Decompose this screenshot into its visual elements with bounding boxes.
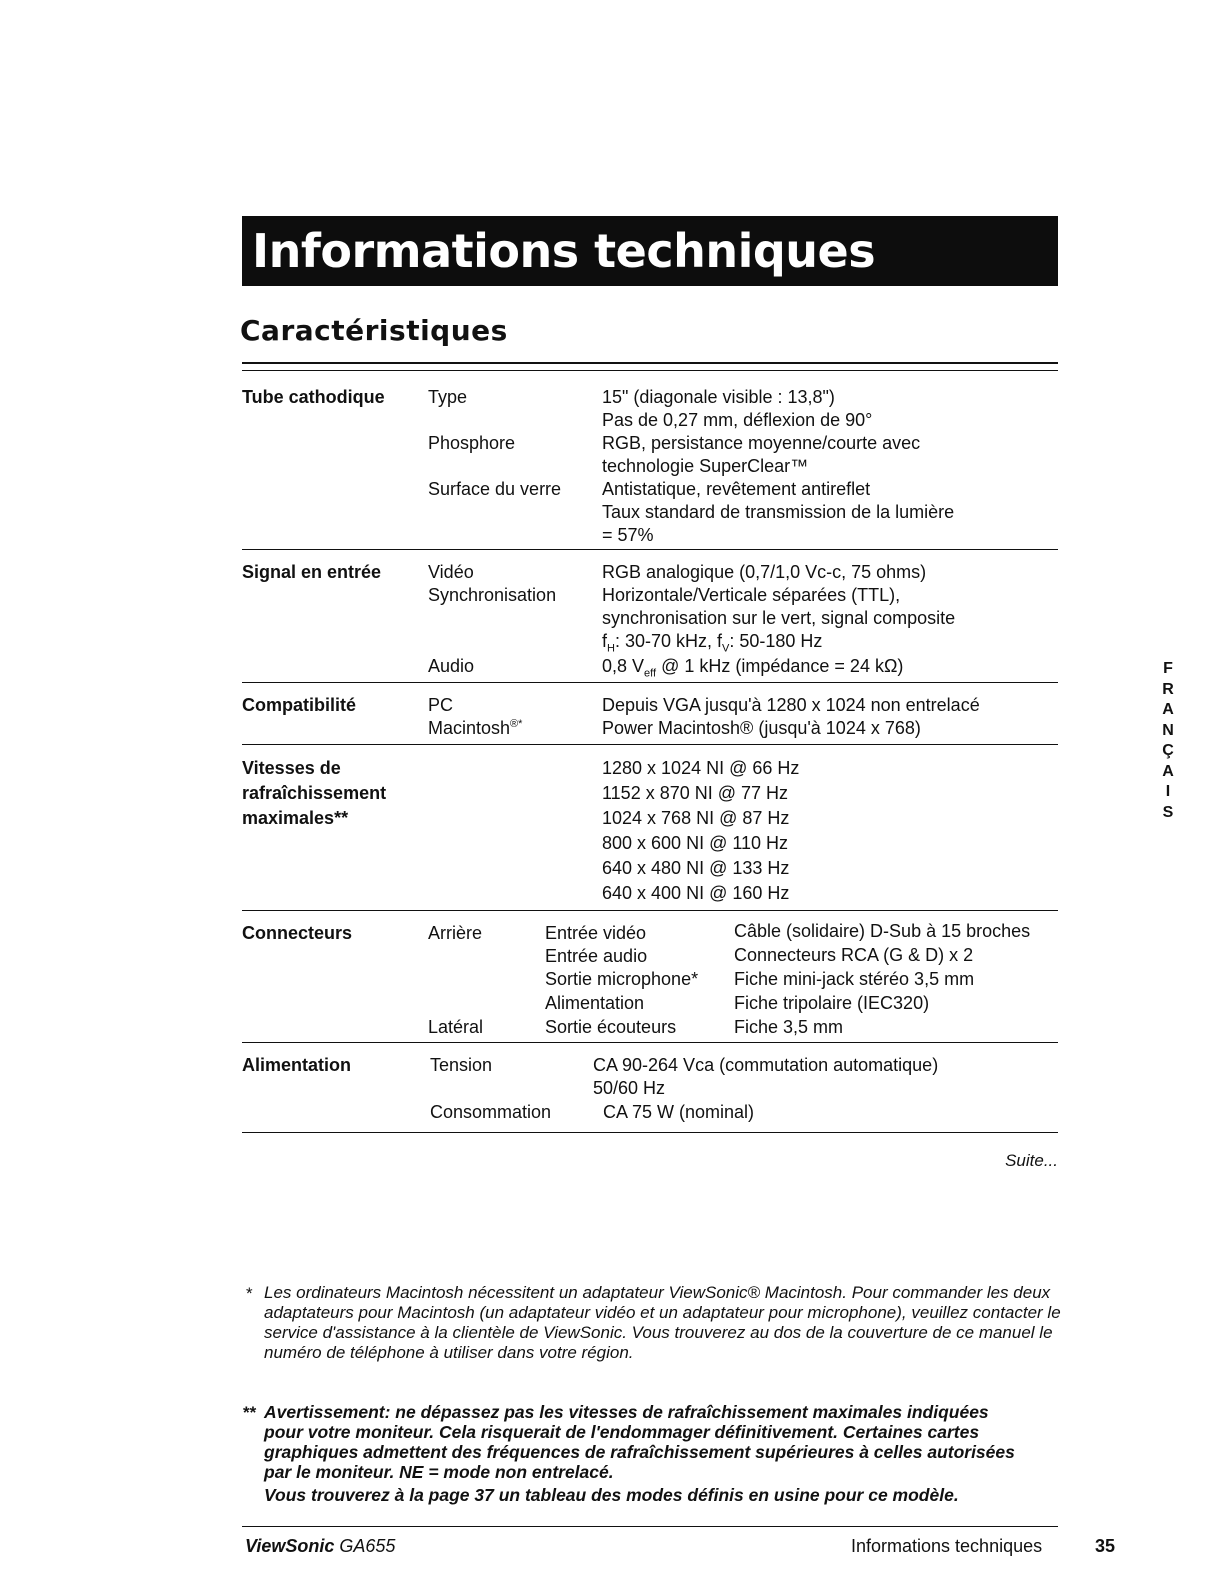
connector-value: Fiche mini-jack stéréo 3,5 mm xyxy=(734,969,975,989)
footnote-marker: ** xyxy=(243,1403,257,1422)
refresh-mode: 1280 x 1024 NI @ 66 Hz xyxy=(602,758,800,778)
language-tab-letter: I xyxy=(1165,783,1171,800)
spec-value-sync-2: synchronisation sur le vert, signal composite xyxy=(602,608,956,628)
spec-category-refresh-3: maximales** xyxy=(242,808,349,828)
spec-category-connectors: Connecteurs xyxy=(242,923,353,943)
connector-value: Connecteurs RCA (G & D) x 2 xyxy=(734,945,974,965)
row-divider xyxy=(242,744,1058,745)
spec-label-phosphor: Phosphore xyxy=(428,433,516,453)
footnote-warning-last: Vous trouverez à la page 37 un tableau des modes définis en usine pour ce modèle. xyxy=(264,1485,959,1505)
mac-sup: ®* xyxy=(510,718,523,730)
spec-value-phosphor-2: technologie SuperClear™ xyxy=(602,456,809,476)
refresh-mode: 1024 x 768 NI @ 87 Hz xyxy=(602,808,790,828)
spec-value-audio xyxy=(602,655,903,678)
spec-value-glass-3: = 57% xyxy=(602,525,654,545)
language-tab-letter: F xyxy=(1163,660,1173,677)
row-divider xyxy=(242,682,1058,683)
row-divider xyxy=(242,910,1058,911)
spec-category-input: Signal en entrée xyxy=(242,562,382,582)
sub-eff: eff xyxy=(644,667,657,680)
connector-name: Alimentation xyxy=(545,993,645,1013)
top-rule-thin xyxy=(242,370,1058,371)
page-banner-title: Informations techniques xyxy=(242,216,1058,286)
footer-model: GA655 xyxy=(339,1536,396,1556)
connector-group-side: Latéral xyxy=(428,1017,484,1037)
refresh-mode: 1152 x 870 NI @ 77 Hz xyxy=(602,783,789,803)
audio-impedance: @ 1 kHz (impédance = 24 kΩ) xyxy=(661,656,904,676)
table-bottom-rule xyxy=(242,1132,1058,1133)
language-tab-francais xyxy=(1158,659,1178,823)
spec-value-voltage-1: CA 90-264 Vca (commutation automatique) xyxy=(593,1055,939,1075)
spec-label-video: Vidéo xyxy=(428,562,474,582)
mac-label-text: Macintosh xyxy=(428,718,511,738)
section-title: Caractéristiques xyxy=(240,314,508,347)
spec-value-consumption: CA 75 W (nominal) xyxy=(603,1102,755,1122)
spec-value-voltage-2: 50/60 Hz xyxy=(593,1078,666,1098)
freq-v-range: : 50-180 Hz xyxy=(729,631,823,651)
language-tab-letter: N xyxy=(1162,721,1174,739)
language-tab-letter: S xyxy=(1162,803,1174,821)
language-tab-letter: A xyxy=(1162,701,1174,718)
spec-label-voltage: Tension xyxy=(430,1055,493,1075)
connector-name: Entrée vidéo xyxy=(545,923,647,943)
spec-value-sync-1: Horizontale/Verticale séparées (TTL), xyxy=(602,585,901,605)
row-divider xyxy=(242,1042,1058,1043)
spec-category-crt: Tube cathodique xyxy=(242,387,385,407)
sub-v: V xyxy=(722,642,730,655)
continued-label: Suite... xyxy=(1005,1151,1058,1170)
connector-group-rear: Arrière xyxy=(428,923,483,943)
connector-name: Sortie écouteurs xyxy=(545,1017,677,1037)
spec-category-compat: Compatibilité xyxy=(242,695,357,715)
spec-label-type: Type xyxy=(428,387,468,407)
spec-value-phosphor-1: RGB, persistance moyenne/courte avec xyxy=(602,433,921,453)
footer-brand: ViewSonic xyxy=(245,1536,335,1556)
spec-category-refresh-2: rafraîchissement xyxy=(242,783,387,803)
sub-h: H xyxy=(607,642,615,655)
spec-label-consumption: Consommation xyxy=(430,1102,552,1122)
footnote-warning: Avertissement: ne dépassez pas les vitesses de rafraîchissement maximales indiquées pour votre moniteur. Cela risquerait de l'endommager définitivement. Certaines cartes graphiques admettent des fréquences de rafraîchissement supérieures à celles autorisées par le moniteur. NE = mode non entrelacé. xyxy=(264,1402,1015,1482)
connector-name: Sortie microphone* xyxy=(545,969,699,989)
spec-label-sync: Synchronisation xyxy=(428,585,557,605)
spec-label-pc: PC xyxy=(428,695,454,715)
spec-value-mac: Power Macintosh® (jusqu'à 1024 x 768) xyxy=(602,718,921,738)
spec-label-mac xyxy=(428,717,522,740)
spec-category-refresh-1: Vitesses de xyxy=(242,758,341,778)
connector-value: Câble (solidaire) D-Sub à 15 broches xyxy=(734,921,1031,941)
freq-h-range: : 30-70 kHz, f xyxy=(614,631,723,651)
spec-value-pc: Depuis VGA jusqu'à 1280 x 1024 non entrelacé xyxy=(602,695,980,715)
language-tab-letter: Ç xyxy=(1162,742,1174,759)
connector-value: Fiche 3,5 mm xyxy=(734,1017,844,1037)
refresh-mode: 640 x 480 NI @ 133 Hz xyxy=(602,858,790,878)
spec-value-type-1: 15" (diagonale visible : 13,8") xyxy=(602,387,835,407)
footer-section: Informations techniques xyxy=(851,1536,1043,1556)
top-rule xyxy=(242,362,1058,364)
connector-value: Fiche tripolaire (IEC320) xyxy=(734,993,930,1013)
footnote-macintosh: Les ordinateurs Macintosh nécessitent un adaptateur ViewSonic® Macintosh. Pour commander les deux adaptateurs pour Macintosh (un adaptateur vidéo et un adaptateur pour microphone), veuillez contacter le service d'assistance à la clientèle de ViewSonic. Vous trouverez au dos de la couverture de ce manuel le numéro de téléphone à utiliser dans votre région. xyxy=(264,1283,1061,1362)
row-divider xyxy=(242,549,1058,550)
footer-product xyxy=(245,1536,395,1557)
spec-value-glass-2: Taux standard de transmission de la lumière xyxy=(602,502,955,522)
spec-value-type-2: Pas de 0,27 mm, déflexion de 90° xyxy=(602,410,873,430)
spec-value-sync-3 xyxy=(602,630,822,653)
spec-category-power: Alimentation xyxy=(242,1055,352,1075)
language-tab-letter: A xyxy=(1162,762,1174,780)
page-number: 35 xyxy=(1095,1536,1116,1556)
connector-name: Entrée audio xyxy=(545,946,648,966)
refresh-mode: 800 x 600 NI @ 110 Hz xyxy=(602,833,789,853)
refresh-mode: 640 x 400 NI @ 160 Hz xyxy=(602,883,790,903)
language-tab-letter: R xyxy=(1162,680,1174,698)
footnote-marker: * xyxy=(246,1284,253,1303)
footer-rule xyxy=(242,1526,1058,1527)
spec-value-glass-1: Antistatique, revêtement antireflet xyxy=(602,479,871,499)
freq-f-h: f xyxy=(602,631,608,651)
audio-level: 0,8 V xyxy=(602,656,645,676)
spec-value-video: RGB analogique (0,7/1,0 Vc-c, 75 ohms) xyxy=(602,562,927,582)
spec-label-glass: Surface du verre xyxy=(428,479,562,499)
spec-label-audio: Audio xyxy=(428,656,475,676)
